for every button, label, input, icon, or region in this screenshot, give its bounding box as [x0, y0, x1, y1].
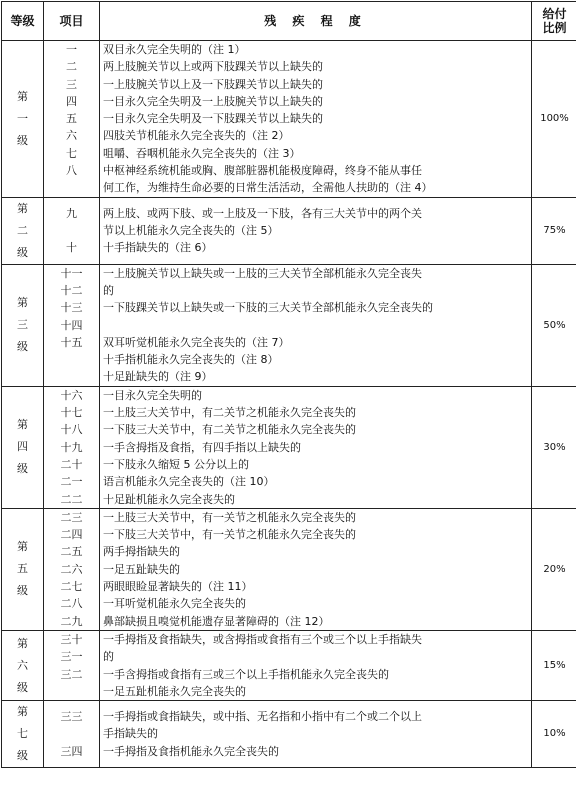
grade-row — [2, 264, 576, 386]
description-line: 一手含拇指及食指，有四手指以上缺失的 — [103, 440, 301, 454]
item-number: 十七 — [60, 406, 83, 420]
item-number: 二九 — [60, 614, 83, 628]
description-line: 节以上机能永久完全丧失的（注 5） — [103, 224, 279, 238]
description-line: 一手拇指或食指缺失，或中指、无名指和小指中有二个或二个以上 — [103, 710, 422, 724]
item-number — [44, 725, 99, 742]
grade-items — [44, 630, 100, 700]
description-line: 一手含拇指或食指有三或三个以上手指机能永久完全丧失的 — [103, 667, 389, 681]
grade-level-char: 第 — [17, 636, 28, 650]
description-line: 两上肢、或两下肢、或一上肢及一下肢，各有三大关节中的两个关 — [103, 206, 422, 220]
description-line: 一目永久完全失明及一下肢踝关节以上缺失的 — [103, 112, 323, 126]
description-line: 双耳听觉机能永久完全丧失的（注 7） — [103, 335, 290, 349]
description-line: 一足五趾机能永久完全丧失的 — [103, 684, 246, 698]
grade-level-char: 第 — [17, 201, 28, 215]
header-ratio — [532, 2, 576, 41]
grade-level-char: 七 — [17, 727, 28, 741]
grade-description — [100, 41, 532, 198]
grade-level-char: 一 — [17, 111, 28, 125]
description-line: 中枢神经系统机能或胸、腹部脏器机能极度障碍，终身不能从事任 — [103, 164, 422, 178]
header-item: 项目 — [44, 2, 100, 41]
description-line: 十手指机能永久完全丧失的（注 8） — [103, 353, 279, 367]
grade-description — [100, 630, 532, 700]
grade-description — [100, 197, 532, 264]
grade-row — [2, 386, 576, 508]
header-row — [2, 2, 576, 41]
item-number: 六 — [66, 129, 77, 143]
item-number: 十三 — [60, 301, 83, 315]
item-number: 十八 — [60, 423, 83, 437]
grade-level-char: 级 — [17, 245, 28, 259]
grade-row — [2, 701, 576, 768]
grade-ratio: 15% — [532, 630, 576, 700]
grade-ratio: 10% — [532, 701, 576, 768]
description-line: 一目永久完全失明的 — [103, 388, 202, 402]
description-line: 语言机能永久完全丧失的（注 10） — [103, 475, 275, 489]
grade-row — [2, 41, 576, 198]
item-number: 三一 — [60, 650, 83, 664]
item-number: 三二 — [60, 667, 83, 681]
item-number: 三 — [66, 77, 77, 91]
item-number: 三十 — [60, 632, 83, 646]
item-number: 二四 — [60, 528, 83, 542]
grade-description — [100, 386, 532, 508]
grade-level — [2, 41, 44, 198]
item-number: 二 — [66, 60, 77, 74]
description-line: 十足趾机能永久完全丧失的 — [103, 492, 235, 506]
description-line — [103, 317, 529, 334]
header-ratio-line1: 给付 — [542, 7, 567, 21]
description-line: 何工作，为维持生命必要的日常生活活动，全需他人扶助的（注 4） — [103, 181, 433, 195]
item-number: 五 — [66, 112, 77, 126]
item-number: 二十 — [60, 457, 83, 471]
header-level: 等级 — [2, 2, 44, 41]
grade-level — [2, 386, 44, 508]
grade-level-char: 二 — [17, 223, 28, 237]
item-number: 二一 — [60, 475, 83, 489]
grade-level-char: 六 — [17, 658, 28, 672]
grade-description — [100, 508, 532, 630]
item-number: 十九 — [60, 440, 83, 454]
grade-level-char: 三 — [17, 318, 28, 332]
grade-items — [44, 386, 100, 508]
grade-level-char: 级 — [17, 462, 28, 476]
grade-level — [2, 264, 44, 386]
description-line: 一目永久完全失明及一上肢腕关节以上缺失的 — [103, 94, 323, 108]
grade-ratio: 100% — [532, 41, 576, 198]
description-line: 四肢关节机能永久完全丧失的（注 2） — [103, 129, 290, 143]
grade-ratio: 50% — [532, 264, 576, 386]
description-line: 一上肢腕关节以上及一下肢踝关节以上缺失的 — [103, 77, 323, 91]
item-number: 三三 — [60, 710, 83, 724]
grade-ratio: 30% — [532, 386, 576, 508]
description-line: 两手拇指缺失的 — [103, 545, 180, 559]
item-number — [44, 683, 99, 700]
grade-level-char: 五 — [17, 562, 28, 576]
description-line: 一下肢三大关节中，有二关节之机能永久完全丧失的 — [103, 423, 356, 437]
description-line: 一上肢三大关节中，有一关节之机能永久完全丧失的 — [103, 510, 356, 524]
grade-level — [2, 508, 44, 630]
grade-ratio: 75% — [532, 197, 576, 264]
grade-level-char: 级 — [17, 584, 28, 598]
description-line: 一下肢踝关节以上缺失或一下肢的三大关节全部机能永久完全丧失的 — [103, 301, 433, 315]
item-number: 十二 — [60, 283, 83, 297]
description-line: 十足趾缺失的（注 9） — [103, 370, 213, 384]
item-number: 九 — [66, 206, 77, 220]
item-number: 十六 — [60, 388, 83, 402]
grade-row — [2, 197, 576, 264]
description-line: 一手拇指及食指机能永久完全丧失的 — [103, 744, 279, 758]
grade-level-char: 四 — [17, 440, 28, 454]
item-number — [44, 368, 99, 385]
grade-level-char: 第 — [17, 296, 28, 310]
grade-level — [2, 630, 44, 700]
item-number — [44, 351, 99, 368]
item-number: 一 — [66, 43, 77, 56]
item-number — [44, 222, 99, 239]
header-ratio-line2: 比例 — [542, 21, 567, 35]
description-line: 鼻部缺损且嗅觉机能遗存显著障碍的（注 12） — [103, 614, 330, 628]
item-number: 二八 — [60, 597, 83, 611]
grade-level-char: 级 — [17, 340, 28, 354]
description-line: 一上肢腕关节以上缺失或一上肢的三大关节全部机能永久完全丧失 — [103, 266, 422, 280]
grade-description — [100, 264, 532, 386]
disability-grade-table — [1, 1, 576, 768]
description-line: 一上肢三大关节中，有二关节之机能永久完全丧失的 — [103, 406, 356, 420]
description-line: 的 — [103, 650, 114, 664]
item-number: 四 — [66, 94, 77, 108]
grade-row — [2, 508, 576, 630]
grade-items — [44, 264, 100, 386]
description-line: 手指缺失的 — [103, 727, 158, 741]
description-line: 一耳听觉机能永久完全丧失的 — [103, 597, 246, 611]
grade-items — [44, 197, 100, 264]
item-number: 二六 — [60, 562, 83, 576]
description-line: 咀嚼、吞咽机能永久完全丧失的（注 3） — [103, 146, 301, 160]
grade-level-char: 第 — [17, 705, 28, 719]
item-number: 七 — [66, 146, 77, 160]
item-number: 十四 — [60, 318, 83, 332]
description-line: 十手指缺失的（注 6） — [103, 241, 213, 255]
item-number — [44, 179, 99, 196]
grade-description — [100, 701, 532, 768]
grade-level-char: 第 — [17, 89, 28, 103]
grade-items — [44, 701, 100, 768]
description-line: 一足五趾缺失的 — [103, 562, 180, 576]
description-line: 一下肢永久缩短 5 公分以上的 — [103, 457, 249, 471]
grade-rows — [2, 41, 576, 768]
item-number: 十一 — [60, 266, 83, 280]
item-number: 三四 — [60, 744, 83, 758]
item-number: 十 — [66, 241, 77, 255]
grade-level-char: 第 — [17, 540, 28, 554]
grade-items — [44, 41, 100, 198]
grade-level-char: 级 — [17, 749, 28, 763]
grade-level — [2, 197, 44, 264]
grade-ratio: 20% — [532, 508, 576, 630]
grade-level-char: 级 — [17, 680, 28, 694]
item-number: 八 — [66, 164, 77, 178]
item-number: 二三 — [60, 510, 83, 524]
grade-level-char: 级 — [17, 133, 28, 147]
description-line: 双目永久完全失明的（注 1） — [103, 43, 246, 56]
grade-items — [44, 508, 100, 630]
description-line: 一手拇指及食指缺失，或含拇指或食指有三个或三个以上手指缺失 — [103, 632, 422, 646]
item-number: 二二 — [60, 492, 83, 506]
description-line: 的 — [103, 283, 114, 297]
item-number: 二七 — [60, 580, 83, 594]
item-number: 二五 — [60, 545, 83, 559]
grade-level — [2, 701, 44, 768]
grade-level-char: 第 — [17, 418, 28, 432]
item-number: 十五 — [60, 335, 83, 349]
description-line: 一下肢三大关节中，有一关节之机能永久完全丧失的 — [103, 528, 356, 542]
description-line: 两眼眼睑显著缺失的（注 11） — [103, 580, 253, 594]
description-line: 两上肢腕关节以上或两下肢踝关节以上缺失的 — [103, 60, 323, 74]
grade-row — [2, 630, 576, 700]
header-description: 残 疾 程 度 — [100, 2, 532, 41]
